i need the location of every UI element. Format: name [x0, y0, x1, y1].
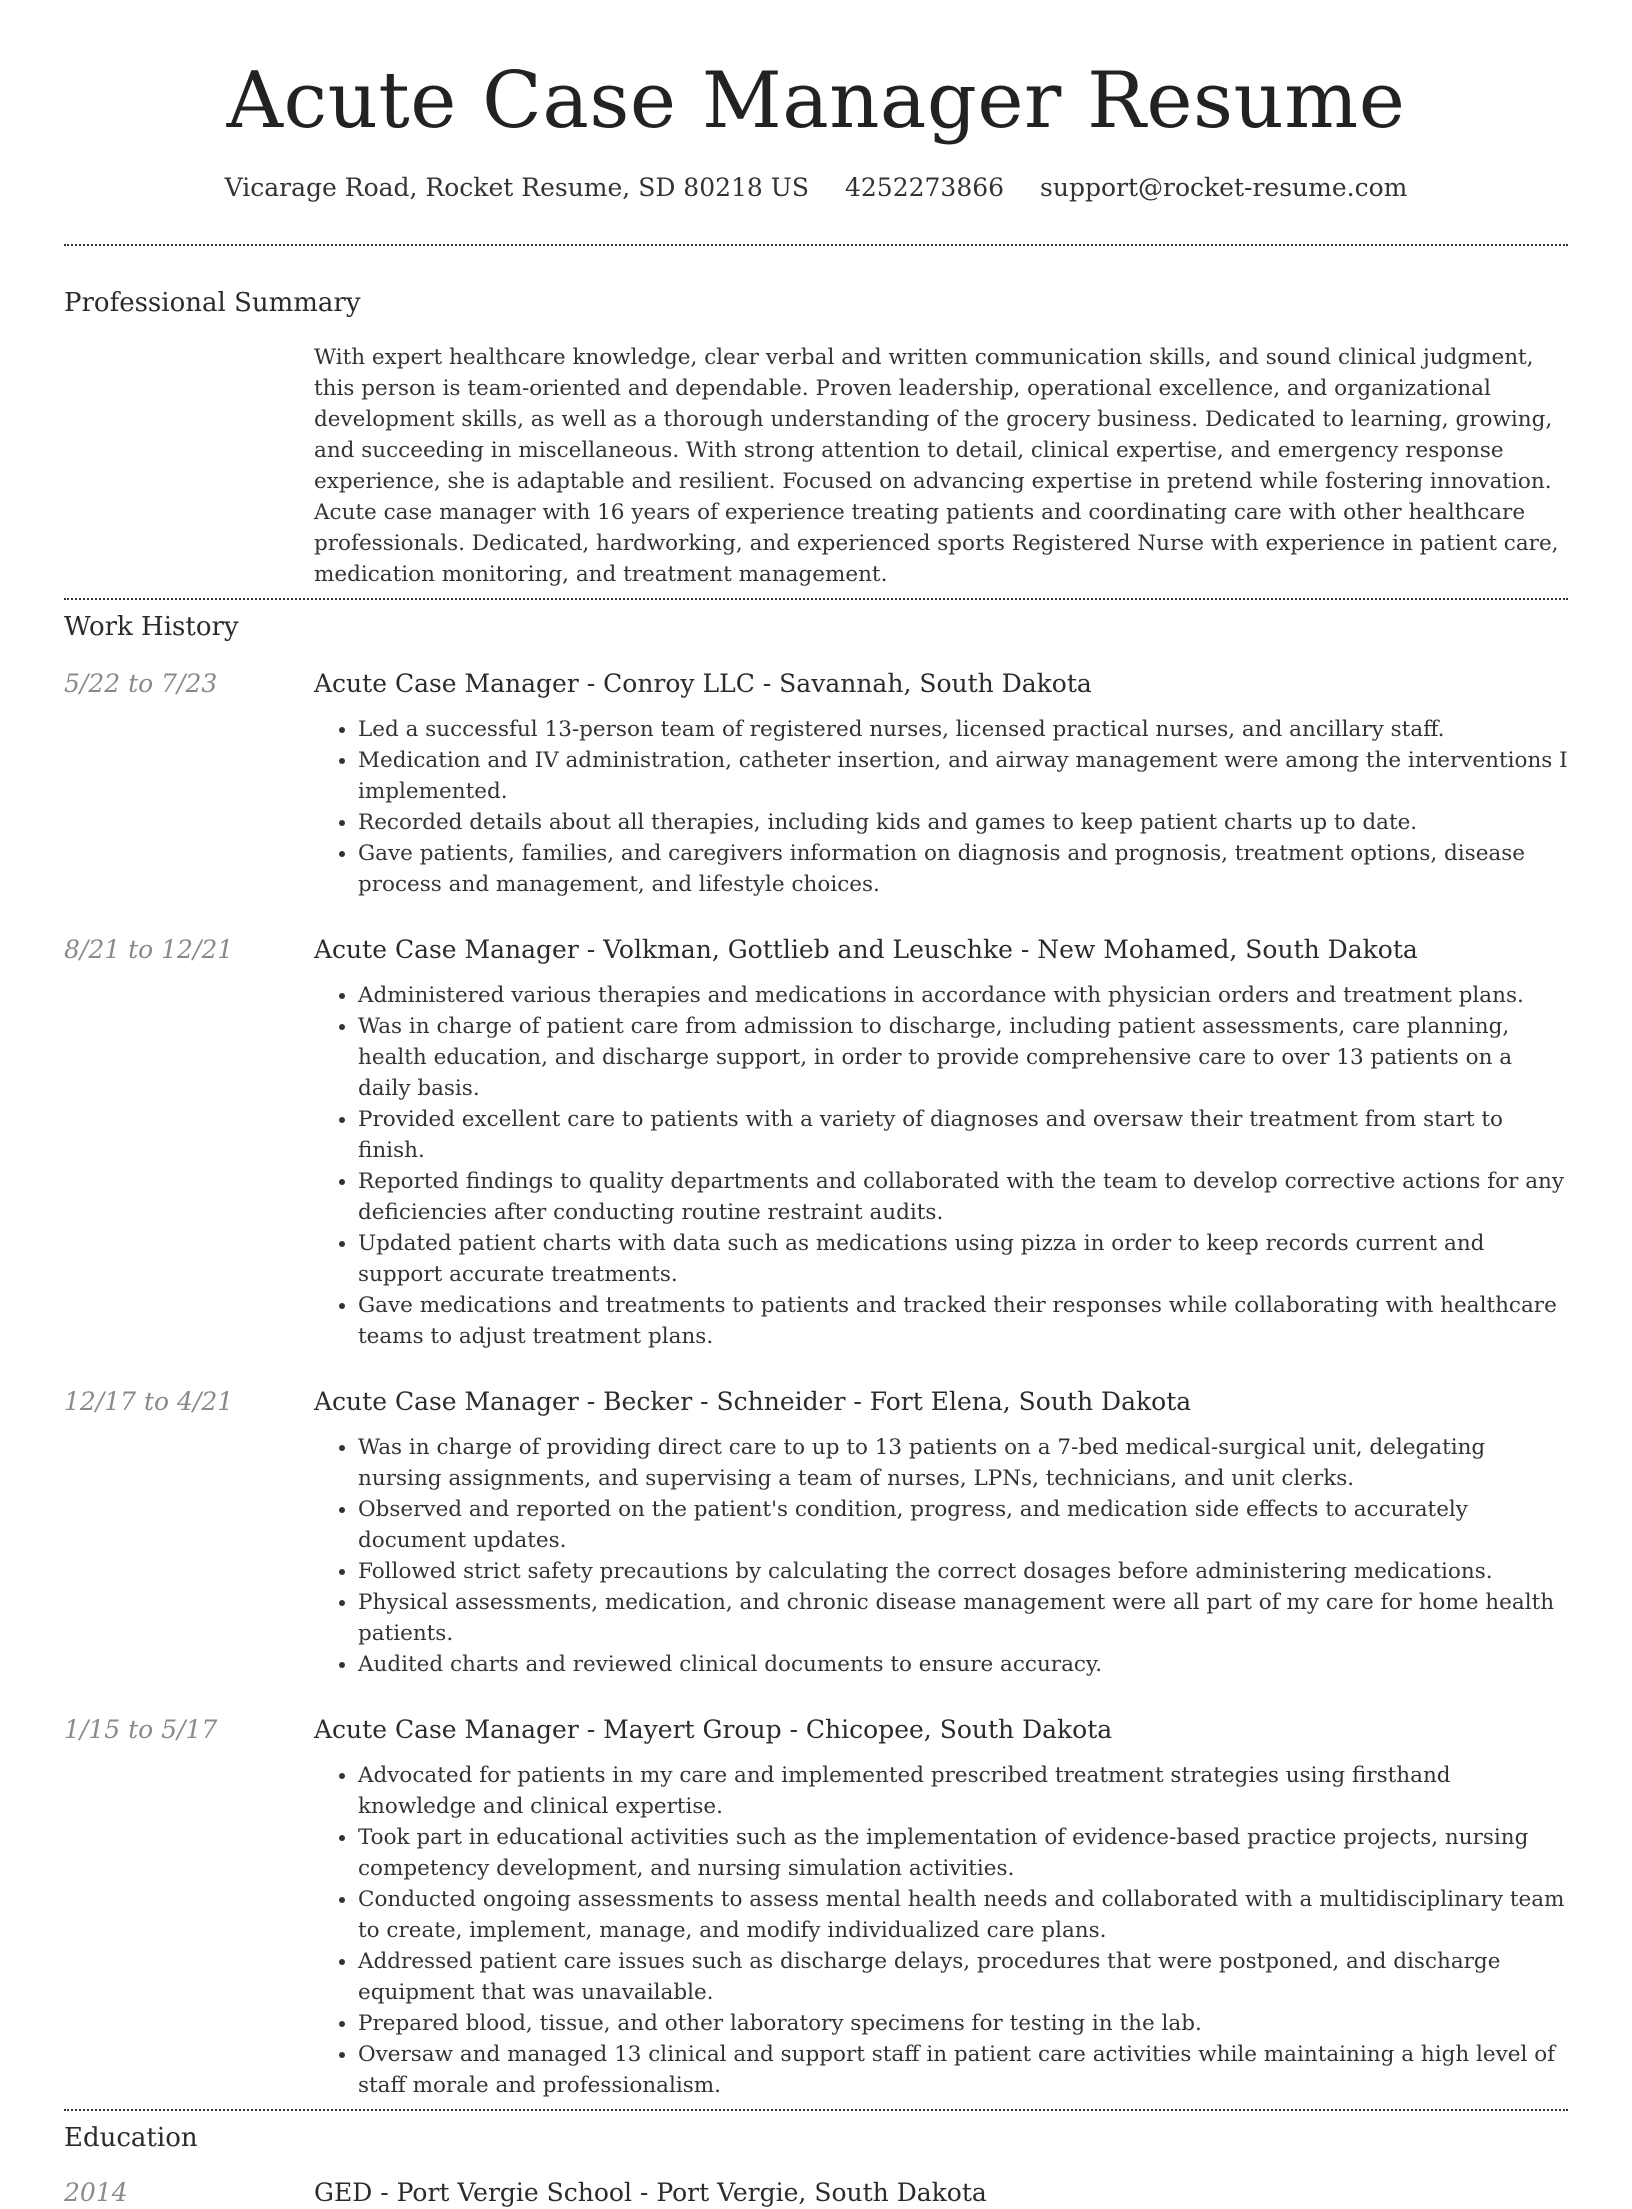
job-bullet: • Addressed patient care issues such as discharge delays, procedures that were postponed, and discharge equipment that was unavailable.	[358, 1946, 1568, 2008]
job-bullet: • Observed and reported on the patient's condition, progress, and medication side effects to accurately document updates.	[358, 1494, 1568, 1556]
summary-text: With expert healthcare knowledge, clear verbal and written communication skills, and sound clinical judgment, this person is team-oriented and dependable. Proven leadership, operational excellence, and organizational development skills, as well as a thorough understanding of the grocery business. Dedicated to learning, growing, and succeeding in miscellaneous. With strong attention to detail, clinical expertise, and emergency response experience, she is adaptable and resilient. Focused on advancing expertise in pretend while fostering innovation. Acute case manager with 16 years of experience treating patients and coordinating care with other healthcare professionals. Dedicated, hardworking, and experienced sports Registered Nurse with experience in patient care, medication monitoring, and treatment management.	[314, 345, 1559, 587]
job-bullet: • Recorded details about all therapies, including kids and games to keep patient charts up to date.	[358, 807, 1568, 838]
work-history-list	[64, 668, 1568, 2101]
job-bullet: • Physical assessments, medication, and chronic disease management were all part of my care for home health patients.	[358, 1587, 1568, 1649]
contact-phone: 4252273866	[844, 173, 1005, 202]
summary-heading: Professional Summary	[64, 288, 361, 318]
job-bullet: • Gave medications and treatments to patients and tracked their responses while collaborating with healthcare teams to adjust treatment plans.	[358, 1290, 1568, 1352]
job-bullet: • Updated patient charts with data such as medications using pizza in order to keep records current and support accurate treatments.	[358, 1228, 1568, 1290]
work-history-heading: Work History	[64, 612, 239, 642]
education-entry	[64, 2177, 1568, 2209]
job-bullets	[314, 980, 1568, 1352]
contact-email: support@rocket-resume.com	[1040, 173, 1408, 202]
resume-title: Acute Case Manager Resume	[226, 56, 1406, 146]
job-title: Acute Case Manager - Mayert Group - Chicopee, South Dakota	[314, 1715, 1113, 1744]
education-list	[64, 2177, 1568, 2209]
job-bullet: • Led a successful 13-person team of registered nurses, licensed practical nurses, and ancillary staff.	[358, 714, 1568, 745]
job-bullet: • Oversaw and managed 13 clinical and support staff in patient care activities while maintaining a high level of staff morale and professionalism.	[358, 2039, 1568, 2101]
section-divider	[64, 598, 1568, 600]
job-entry	[64, 668, 1568, 900]
contact-line	[64, 172, 1568, 204]
job-dates: 12/17 to 4/21	[64, 1387, 234, 1416]
job-bullet: • Took part in educational activities such as the implementation of evidence-based practice projects, nursing competency development, and nursing simulation activities.	[358, 1822, 1568, 1884]
job-bullet: • Was in charge of patient care from admission to discharge, including patient assessments, care planning, health education, and discharge support, in order to provide comprehensive care to over 13 patients on a daily basis.	[358, 1011, 1568, 1104]
job-bullet: • Medication and IV administration, catheter insertion, and airway management were among the interventions I implemented.	[358, 745, 1568, 807]
job-bullet: • Provided excellent care to patients with a variety of diagnoses and oversaw their treatment from start to finish.	[358, 1104, 1568, 1166]
job-bullet: • Prepared blood, tissue, and other laboratory specimens for testing in the lab.	[358, 2008, 1568, 2039]
job-bullet: • Audited charts and reviewed clinical documents to ensure accuracy.	[358, 1649, 1568, 1680]
job-bullet: • Conducted ongoing assessments to assess mental health needs and collaborated with a multidisciplinary team to create, implement, manage, and modify individualized care plans.	[358, 1884, 1568, 1946]
contact-address: Vicarage Road, Rocket Resume, SD 80218 US	[224, 173, 809, 202]
job-entry	[64, 1714, 1568, 2101]
section-divider	[64, 2109, 1568, 2111]
job-bullet: • Was in charge of providing direct care to up to 13 patients on a 7-bed medical-surgical unit, delegating nursing assignments, and supervising a team of nurses, LPNs, technicians, and unit clerks.	[358, 1432, 1568, 1494]
education-heading: Education	[64, 2123, 198, 2153]
job-bullets	[314, 1760, 1568, 2101]
education-date: 2014	[64, 2178, 128, 2207]
resume-page	[64, 0, 1568, 2209]
job-bullets	[314, 714, 1568, 900]
job-title: Acute Case Manager - Volkman, Gottlieb and Leuschke - New Mohamed, South Dakota	[314, 935, 1418, 964]
job-entry	[64, 934, 1568, 1352]
job-dates: 5/22 to 7/23	[64, 669, 218, 698]
section-divider	[64, 244, 1568, 246]
job-bullet: • Followed strict safety precautions by calculating the correct dosages before administering medications.	[358, 1556, 1568, 1587]
job-bullet: • Gave patients, families, and caregivers information on diagnosis and prognosis, treatment options, disease process and management, and lifestyle choices.	[358, 838, 1568, 900]
summary-left-spacer	[64, 342, 314, 590]
job-bullet: • Advocated for patients in my care and implemented prescribed treatment strategies using firsthand knowledge and clinical expertise.	[358, 1760, 1568, 1822]
education-title: GED - Port Vergie School - Port Vergie, South Dakota	[314, 2178, 987, 2207]
job-title: Acute Case Manager - Conroy LLC - Savannah, South Dakota	[314, 669, 1092, 698]
summary-row	[64, 342, 1568, 590]
job-title: Acute Case Manager - Becker - Schneider - Fort Elena, South Dakota	[314, 1387, 1192, 1416]
job-dates: 1/15 to 5/17	[64, 1715, 218, 1744]
job-dates: 8/21 to 12/21	[64, 935, 234, 964]
job-bullets	[314, 1432, 1568, 1680]
job-bullet: • Reported findings to quality departments and collaborated with the team to develop corrective actions for any deficiencies after conducting routine restraint audits.	[358, 1166, 1568, 1228]
job-bullet: • Administered various therapies and medications in accordance with physician orders and treatment plans.	[358, 980, 1568, 1011]
job-entry	[64, 1386, 1568, 1680]
